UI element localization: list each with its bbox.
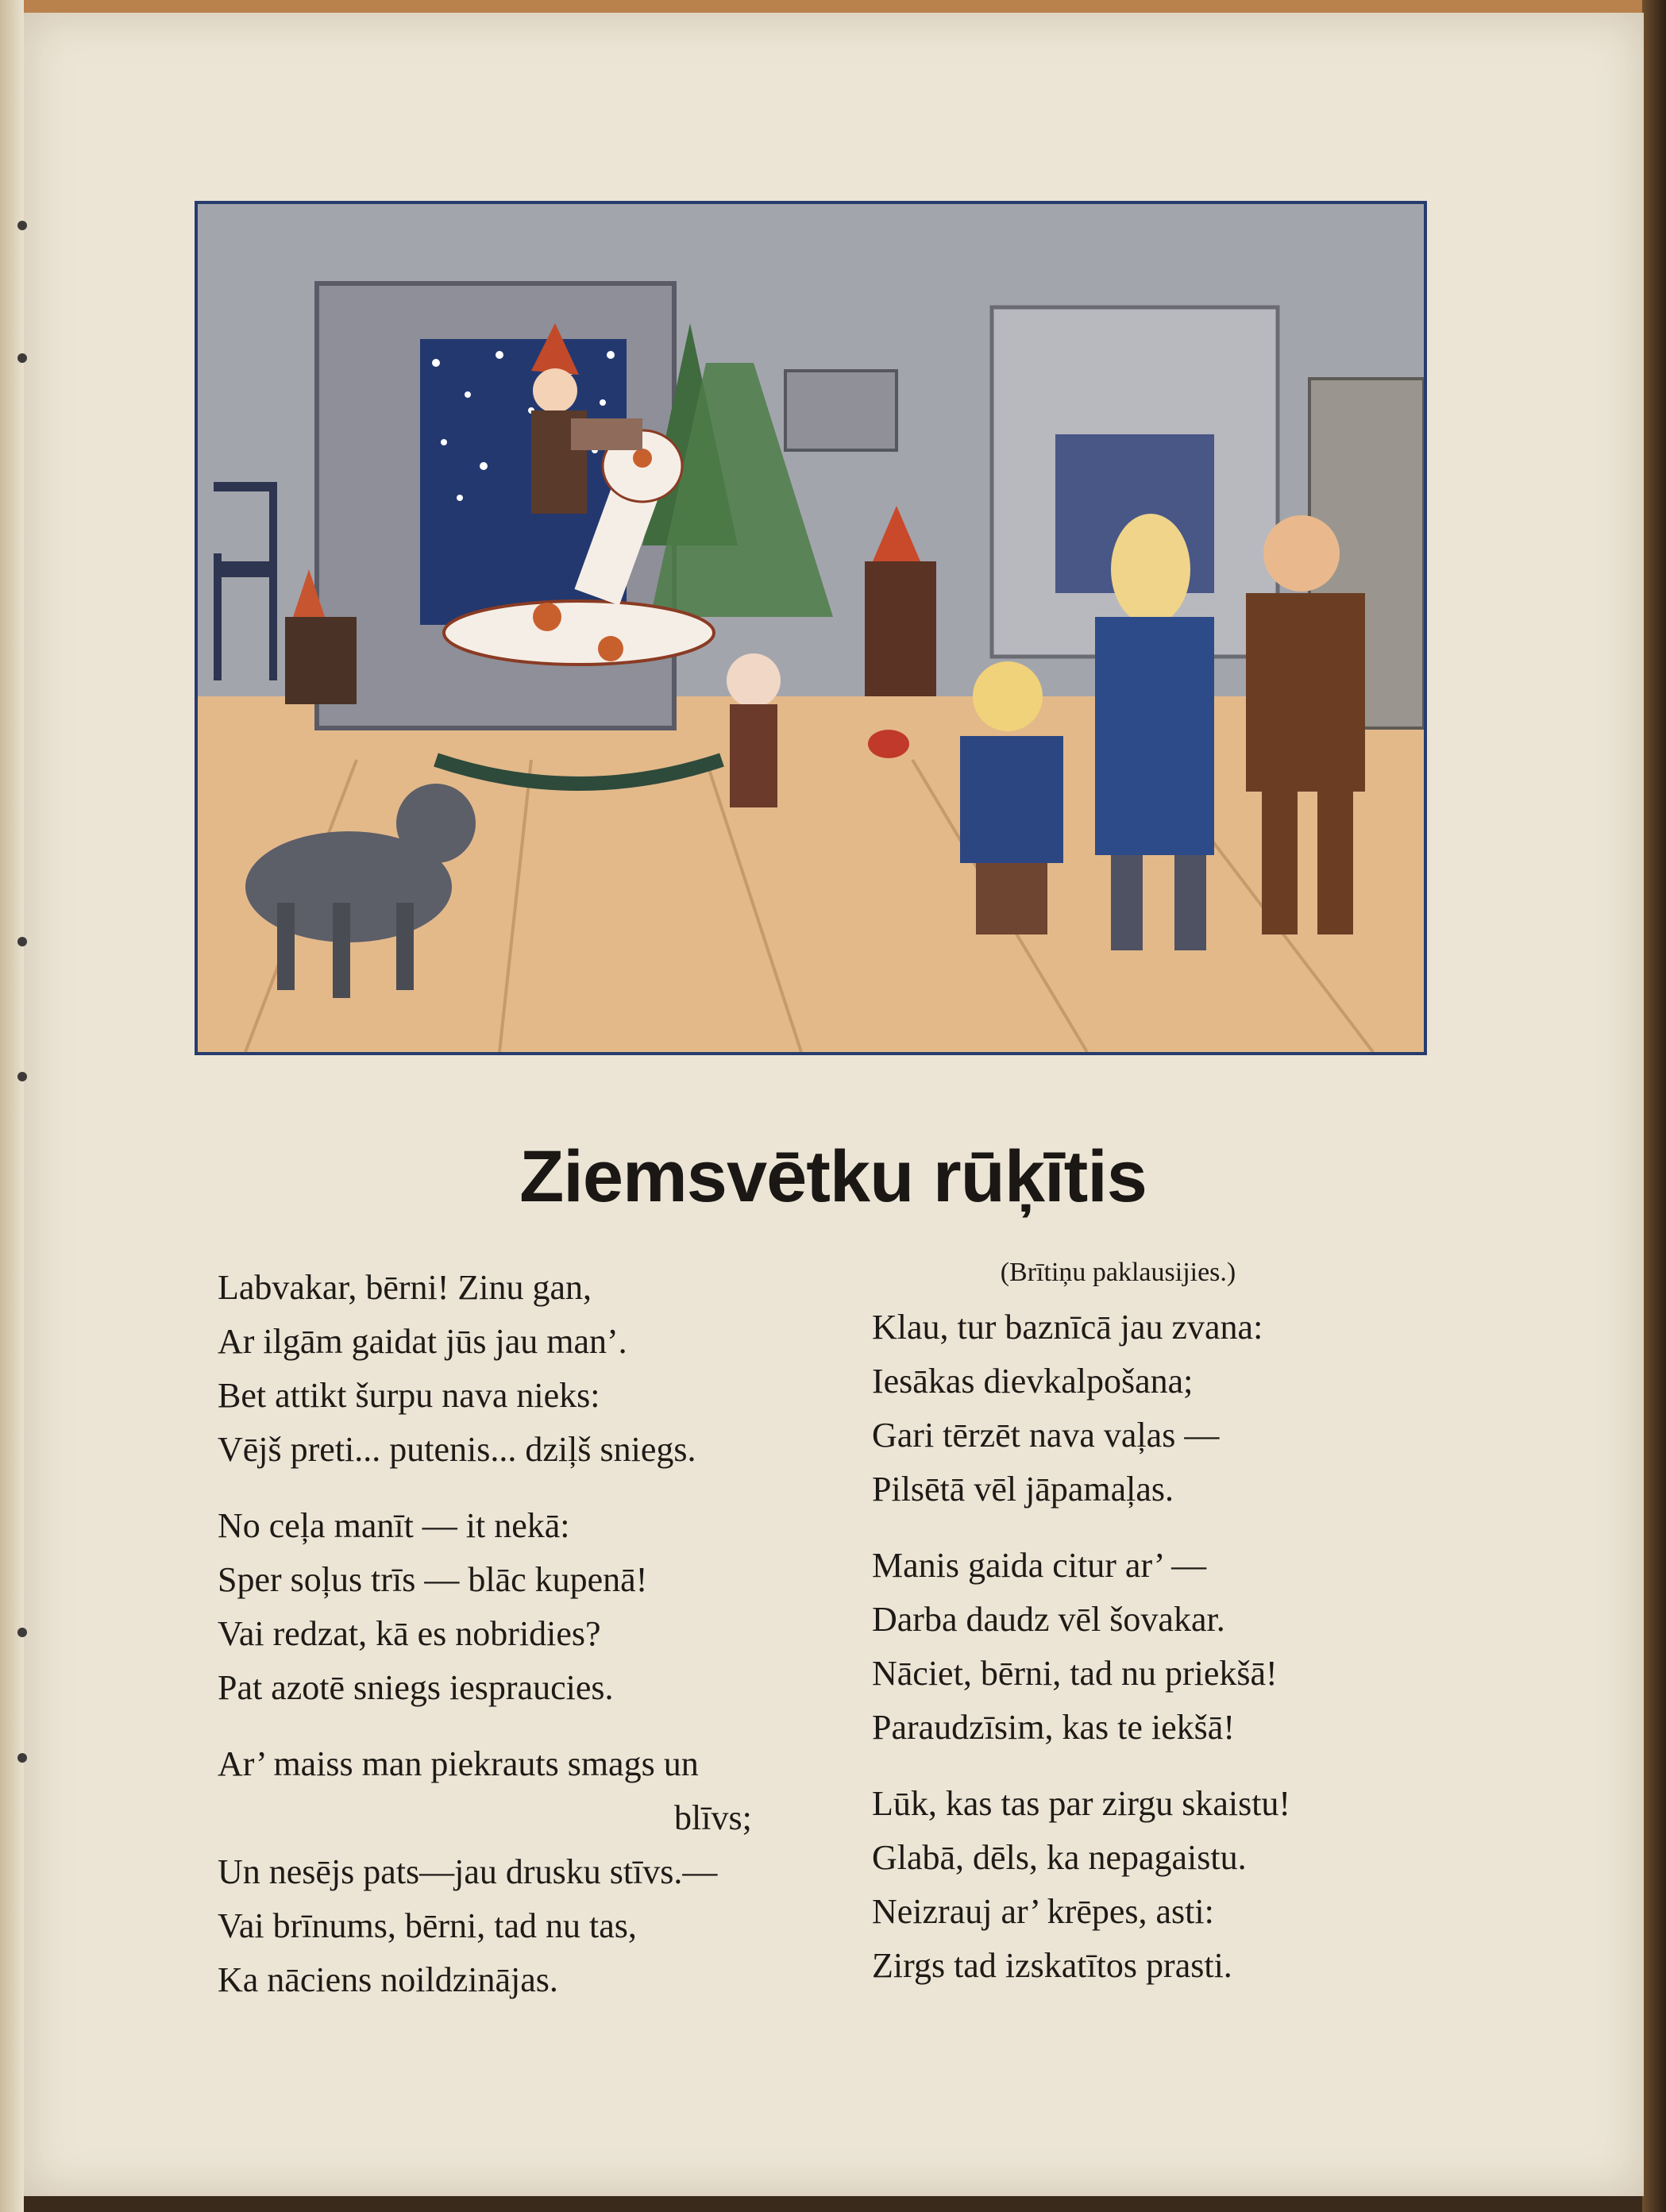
poem-line: Sper soļus trīs — blāc kupenā! bbox=[218, 1560, 648, 1599]
stanza bbox=[872, 1777, 1523, 1993]
poem-line: Vai redzat, kā es nobridies? bbox=[218, 1614, 601, 1653]
poem-line: Ar’ maiss man piekrauts smags un bbox=[218, 1744, 699, 1783]
poem-line: Vējš preti... putenis... dziļš sniegs. bbox=[218, 1430, 696, 1469]
poem-line: Pilsētā vēl jāpamaļas. bbox=[872, 1470, 1174, 1509]
poem-line: Paraudzīsim, kas te iekšā! bbox=[872, 1708, 1235, 1747]
poem-line: Klau, tur baznīcā jau zvana: bbox=[872, 1308, 1263, 1347]
stanza bbox=[872, 1301, 1523, 1516]
book-spine bbox=[0, 0, 24, 2212]
poem-line: Pat azotē sniegs iespraucies. bbox=[218, 1668, 614, 1707]
stanza bbox=[218, 1499, 853, 1715]
page-right-edge bbox=[1642, 0, 1666, 2212]
poem-line: Iesākas dievkalpošana; bbox=[872, 1362, 1194, 1401]
binding-hole bbox=[17, 1072, 27, 1081]
poem-title: Ziemsvētku rūķītis bbox=[519, 1136, 1147, 1217]
page-top-edge bbox=[0, 0, 1666, 13]
binding-hole bbox=[17, 1753, 27, 1763]
poem-right-column bbox=[872, 1253, 1523, 2015]
stage-direction: (Brītiņu paklausijies.) bbox=[1000, 1258, 1236, 1287]
poem-line: Vai brīnums, bērni, tad nu tas, bbox=[218, 1906, 637, 1945]
poem-line: Ka nāciens noildzinājas. bbox=[218, 1960, 558, 1999]
poem-line: Bet attikt šurpu nava nieks: bbox=[218, 1376, 600, 1415]
poem-line: No ceļa manīt — it nekā: bbox=[218, 1506, 570, 1545]
poem-line: Ar ilgām gaidat jūs jau man’. bbox=[218, 1322, 627, 1361]
poem-line: Darba daudz vēl šovakar. bbox=[872, 1600, 1225, 1639]
binding-hole bbox=[17, 937, 27, 946]
stanza bbox=[218, 1737, 853, 2007]
poem-line: Nāciet, bērni, tad nu priekšā! bbox=[872, 1654, 1278, 1693]
poem-line: Zirgs tad izskatītos prasti. bbox=[872, 1946, 1232, 1985]
binding-hole bbox=[17, 353, 27, 363]
poem-line: Neizrauj ar’ krēpes, asti: bbox=[872, 1892, 1214, 1931]
poem-line: Gari tērzēt nava vaļas — bbox=[872, 1416, 1220, 1455]
poem-left-column bbox=[218, 1261, 853, 2029]
poem-line: Glabā, dēls, ka nepagaistu. bbox=[872, 1838, 1247, 1877]
illustration-art bbox=[198, 204, 1424, 1052]
stanza bbox=[872, 1539, 1523, 1755]
stanza bbox=[218, 1261, 853, 1477]
poem-line: Lūk, kas tas par zirgu skaistu! bbox=[872, 1784, 1291, 1823]
christmas-gnome-scene-illustration bbox=[195, 201, 1427, 1055]
wall-picture bbox=[785, 371, 897, 450]
poem-line: Manis gaida citur ar’ — bbox=[872, 1546, 1207, 1585]
binding-hole bbox=[17, 1628, 27, 1637]
poem-line: Un nesējs pats—jau drusku stīvs.— bbox=[218, 1852, 718, 1891]
poem-line-continuation: blīvs; bbox=[674, 1798, 752, 1837]
binding-hole bbox=[17, 221, 27, 230]
poem-line: Labvakar, bērni! Zinu gan, bbox=[218, 1268, 592, 1307]
